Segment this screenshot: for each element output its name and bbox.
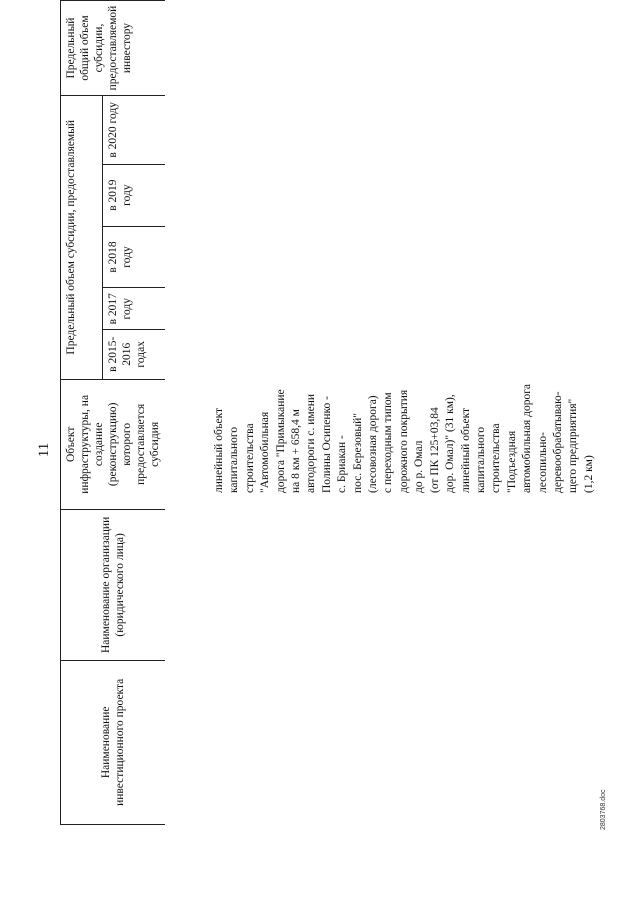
object-line: деревообрабатываю- [551, 391, 564, 493]
header-year-2017: в 2017 году [103, 288, 165, 330]
header-year-2020: в 2020 году [103, 96, 165, 165]
header-year-2018: в 2018 году [103, 226, 165, 288]
object-line: линейный объект [213, 407, 225, 493]
object-line: "Автомобильная [259, 411, 272, 493]
object-line: автодороги с. имени [305, 393, 318, 493]
object-line: "Подъездная [505, 430, 518, 493]
header-year-2019: в 2019 году [103, 164, 165, 226]
object-line: дорожного покрытия [397, 389, 410, 493]
header-org-name: Наименование организации (юридического лица) [61, 510, 166, 660]
object-line: строительства [243, 423, 256, 493]
object-line: пос. Березовый" [351, 413, 364, 493]
object-line: (от ПК 125+03,84 [428, 407, 441, 493]
object-line: строительства [490, 423, 503, 493]
object-description [212, 343, 597, 493]
object-line: с. Бриакан - [336, 435, 349, 493]
header-object: Объект инфраструктуры, на создание (реконструкцию) которого предоставляется субсидия [61, 379, 166, 510]
object-line: Полины Осипенко - [320, 396, 333, 493]
object-line: капитального [228, 426, 241, 493]
object-line: дор. Омал)" (31 км), [444, 394, 457, 493]
header-project-name: Наименование инвестиционного проекта [61, 660, 166, 824]
object-line: щего предприятия" [567, 398, 580, 493]
object-line: (1,2 км) [582, 455, 595, 493]
header-year-2015-2016: в 2015-2016 годах [103, 330, 165, 379]
header-subsidy-group: Предельный объем субсидии, предоставляемый [61, 96, 103, 380]
object-line: на 8 км + 658,4 м [290, 409, 303, 493]
subsidy-table [60, 0, 165, 825]
object-line: капитального [474, 426, 487, 493]
object-line: до р. Омал [413, 440, 426, 493]
footer-filename: 2803768.doc [600, 789, 607, 830]
object-line: линейный объект [459, 407, 472, 493]
object-line: лесопильно- [536, 431, 549, 493]
header-total: Предельный общий объем субсидии, предоставляемой инвестору [61, 1, 166, 96]
object-line: (лесовозная дорога) [367, 395, 380, 493]
object-line: дорога "Примыкание [274, 389, 287, 493]
object-line: автомобильная дорога [521, 383, 534, 493]
page-number: 11 [36, 442, 52, 458]
object-line: с переходным типом [382, 392, 395, 493]
